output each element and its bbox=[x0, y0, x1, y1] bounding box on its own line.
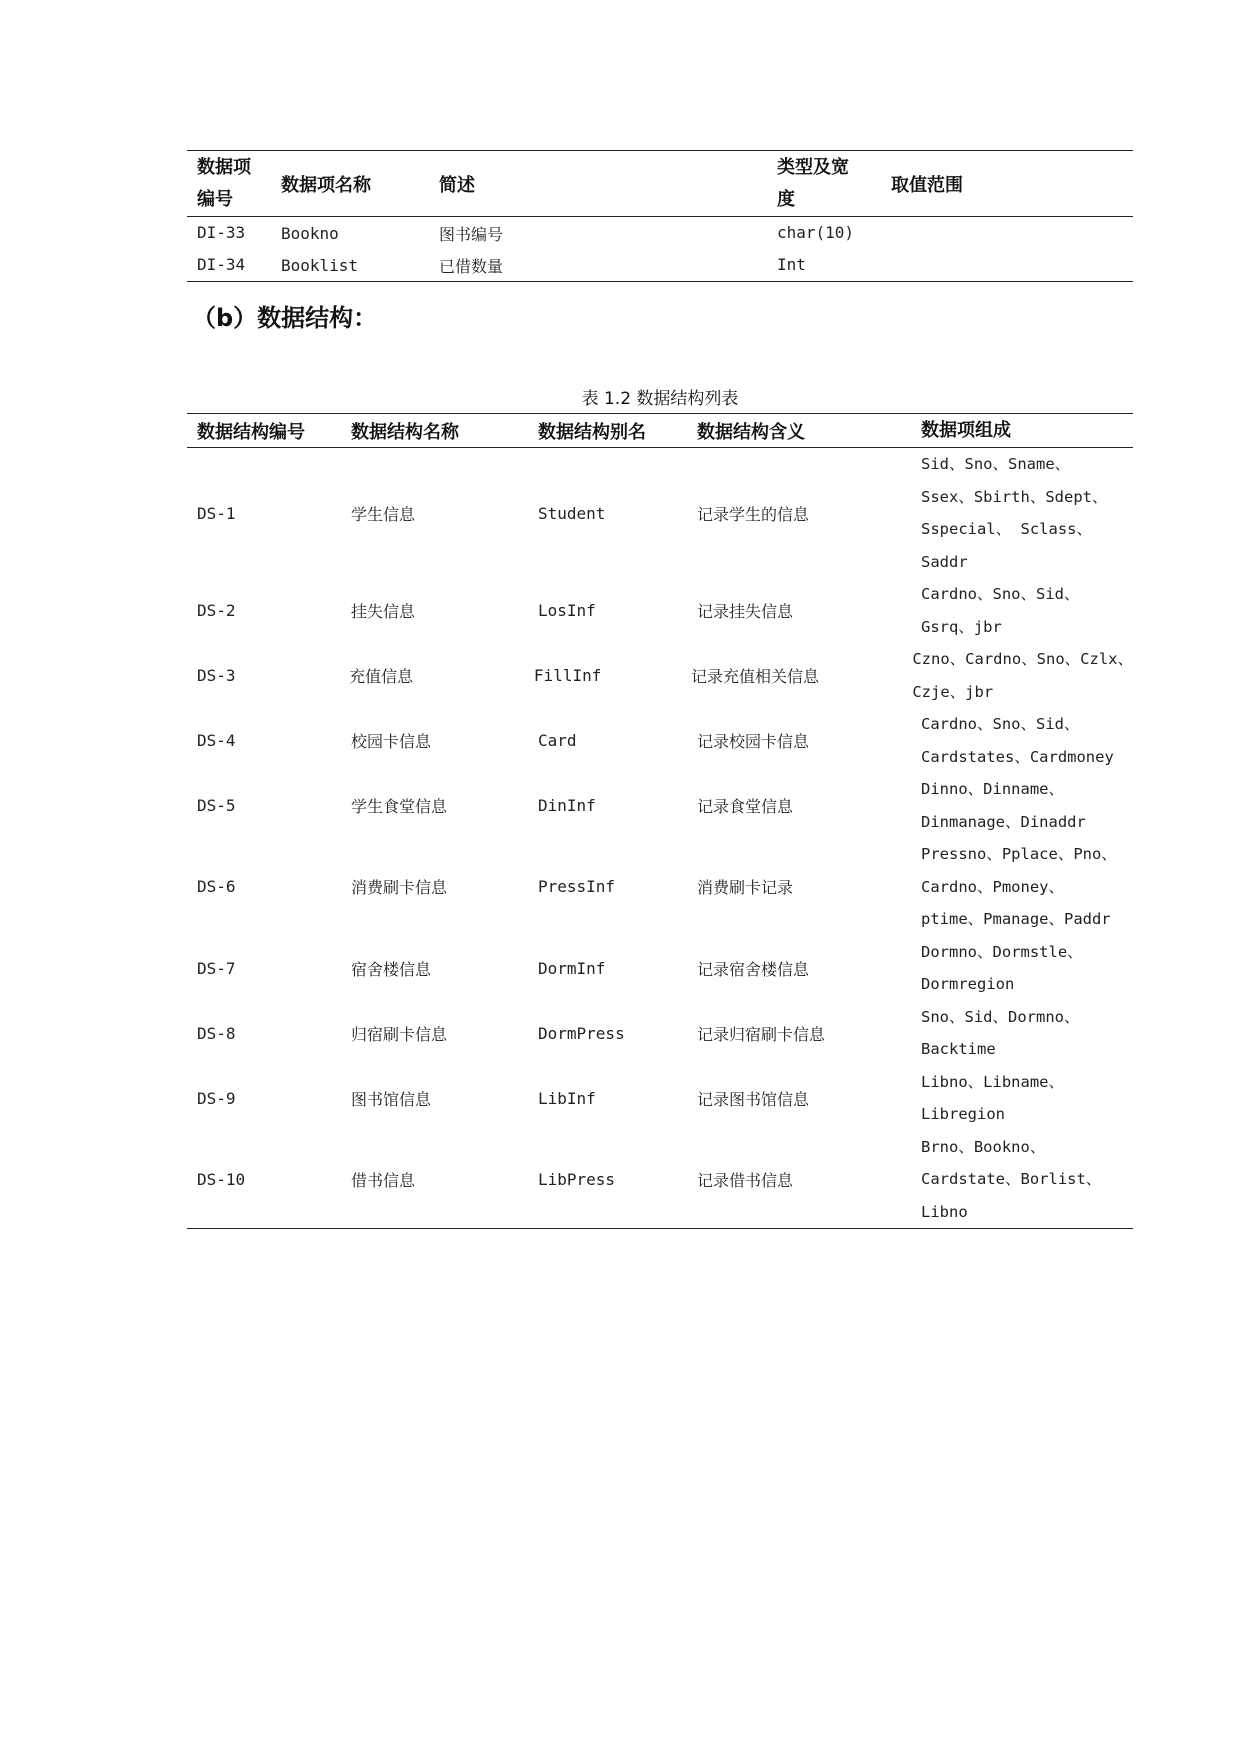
header-description: 简述 bbox=[439, 174, 475, 196]
item-composition bbox=[921, 1066, 1133, 1131]
structure-meaning: 记录校园卡信息 bbox=[697, 732, 810, 751]
structure-alias: Student bbox=[538, 503, 606, 523]
structure-meaning: 消费刷卡记录 bbox=[697, 878, 794, 898]
structure-alias: LosInf bbox=[538, 601, 596, 620]
structure-alias: PressInf bbox=[538, 877, 616, 897]
structure-alias: DormPress bbox=[538, 1023, 625, 1043]
structure-name: 借书信息 bbox=[351, 1170, 416, 1190]
section-heading: （b）数据结构： bbox=[192, 304, 378, 332]
structure-alias: LibPress bbox=[538, 1169, 616, 1189]
item-composition bbox=[921, 578, 1133, 643]
table-row bbox=[187, 708, 1133, 773]
structure-name: 归宿刷卡信息 bbox=[351, 1024, 448, 1044]
structure-name: 消费刷卡信息 bbox=[351, 878, 448, 898]
composition-line: Ssex、Sbirth、Sdept、 bbox=[921, 487, 1108, 506]
table-row bbox=[187, 217, 1133, 249]
table-row bbox=[187, 578, 1133, 643]
item-description: 图书编号 bbox=[439, 224, 504, 244]
item-composition bbox=[912, 643, 1133, 708]
structure-id: DS-5 bbox=[197, 796, 236, 815]
structure-id: DS-3 bbox=[197, 666, 236, 685]
header-value-range: 取值范围 bbox=[891, 174, 963, 196]
item-name: Booklist bbox=[281, 255, 359, 275]
structure-alias: LibInf bbox=[538, 1088, 596, 1108]
item-composition bbox=[921, 1001, 1133, 1066]
item-composition bbox=[921, 936, 1133, 1001]
composition-line: Libno bbox=[921, 1202, 968, 1221]
structure-meaning: 记录学生的信息 bbox=[697, 504, 810, 524]
header-item-composition: 数据项组成 bbox=[921, 420, 1011, 441]
item-composition bbox=[921, 773, 1133, 838]
composition-line: Czje、jbr bbox=[912, 682, 994, 701]
table-row bbox=[187, 448, 1133, 578]
data-structure-table bbox=[187, 413, 1133, 1229]
data-structure-table-header bbox=[187, 414, 1133, 448]
structure-id: DS-6 bbox=[197, 877, 236, 897]
composition-line: Cardstates、Cardmoney bbox=[921, 747, 1114, 766]
header-structure-id: 数据结构编号 bbox=[197, 421, 305, 443]
table-row bbox=[187, 643, 1133, 708]
item-description: 已借数量 bbox=[439, 256, 504, 276]
header-type-width: 类型及宽 度 bbox=[777, 156, 849, 210]
structure-alias: DinInf bbox=[538, 796, 596, 815]
composition-line: Czno、Cardno、Sno、Czlx、 bbox=[912, 650, 1133, 668]
structure-meaning: 记录食堂信息 bbox=[697, 797, 794, 816]
structure-alias: Card bbox=[538, 731, 577, 750]
data-item-table bbox=[187, 150, 1133, 282]
composition-line: Cardno、Pmoney、 bbox=[921, 877, 1064, 896]
composition-line: Cardno、Sno、Sid、 bbox=[921, 715, 1080, 733]
composition-line: Sno、Sid、Dormno、 bbox=[921, 1007, 1080, 1026]
item-id: DI-34 bbox=[197, 255, 246, 274]
composition-line: Dormregion bbox=[921, 975, 1015, 993]
structure-id: DS-2 bbox=[197, 601, 236, 620]
structure-meaning: 记录挂失信息 bbox=[697, 602, 794, 621]
header-item-name: 数据项名称 bbox=[281, 174, 371, 196]
item-composition bbox=[921, 708, 1133, 773]
composition-line: Gsrq、jbr bbox=[921, 617, 1002, 636]
structure-name: 挂失信息 bbox=[351, 602, 416, 621]
composition-line: Libregion bbox=[921, 1105, 1005, 1123]
table-row bbox=[187, 1001, 1133, 1066]
structure-meaning: 记录借书信息 bbox=[697, 1170, 794, 1190]
structure-name: 学生食堂信息 bbox=[351, 797, 448, 816]
table-caption: 表 1.2 数据结构列表 bbox=[581, 389, 739, 409]
table-row bbox=[187, 936, 1133, 1001]
composition-line: Sspecial、 Sclass、 bbox=[921, 520, 1092, 538]
header-item-id: 数据项 编号 bbox=[197, 156, 251, 210]
header-structure-name: 数据结构名称 bbox=[351, 421, 459, 443]
item-composition bbox=[921, 838, 1133, 936]
item-type: char(10) bbox=[777, 223, 855, 242]
structure-meaning: 记录归宿刷卡信息 bbox=[697, 1024, 826, 1044]
structure-alias: DormInf bbox=[538, 958, 606, 978]
item-name: Bookno bbox=[281, 223, 339, 243]
composition-line: Dinmanage、Dinaddr bbox=[921, 812, 1086, 831]
table-row bbox=[187, 249, 1133, 281]
structure-id: DS-1 bbox=[197, 503, 236, 523]
composition-line: Cardno、Sno、Sid、 bbox=[921, 585, 1080, 603]
composition-line: Sid、Sno、Sname、 bbox=[921, 455, 1071, 473]
composition-line: ptime、Pmanage、Paddr bbox=[921, 910, 1111, 928]
composition-line: Saddr bbox=[921, 552, 968, 571]
table-row bbox=[187, 773, 1133, 838]
structure-id: DS-7 bbox=[197, 958, 236, 978]
data-item-table-header bbox=[187, 151, 1133, 217]
table-row bbox=[187, 1131, 1133, 1229]
structure-meaning: 记录图书馆信息 bbox=[697, 1089, 810, 1109]
header-structure-meaning: 数据结构含义 bbox=[697, 421, 805, 443]
structure-name: 校园卡信息 bbox=[351, 732, 432, 751]
structure-name: 充值信息 bbox=[349, 667, 414, 686]
table-row bbox=[187, 1066, 1133, 1131]
composition-line: Dinno、Dinname、 bbox=[921, 780, 1064, 798]
composition-line: Libno、Libname、 bbox=[921, 1072, 1064, 1091]
data-structure-table-body bbox=[187, 448, 1133, 1228]
structure-id: DS-9 bbox=[197, 1088, 236, 1108]
table-row bbox=[187, 838, 1133, 936]
structure-name: 宿舍楼信息 bbox=[351, 959, 432, 979]
item-composition bbox=[921, 1131, 1133, 1229]
structure-id: DS-4 bbox=[197, 731, 236, 750]
composition-line: Dormno、Dormstle、 bbox=[921, 942, 1083, 961]
structure-id: DS-8 bbox=[197, 1023, 236, 1043]
structure-alias: FillInf bbox=[533, 666, 602, 685]
composition-line: Cardstate、Borlist、 bbox=[921, 1170, 1102, 1188]
item-id: DI-33 bbox=[197, 223, 246, 242]
composition-line: Brno、Bookno、 bbox=[921, 1137, 1046, 1156]
structure-meaning: 记录充值相关信息 bbox=[691, 667, 820, 686]
header-structure-alias: 数据结构别名 bbox=[538, 421, 646, 443]
structure-name: 图书馆信息 bbox=[351, 1089, 432, 1109]
structure-id: DS-10 bbox=[197, 1169, 246, 1189]
structure-name: 学生信息 bbox=[351, 504, 416, 524]
item-type: Int bbox=[777, 255, 806, 274]
structure-meaning: 记录宿舍楼信息 bbox=[697, 959, 810, 979]
composition-line: Pressno、Pplace、Pno、 bbox=[921, 845, 1117, 863]
composition-line: Backtime bbox=[921, 1040, 996, 1058]
item-composition bbox=[921, 448, 1133, 578]
